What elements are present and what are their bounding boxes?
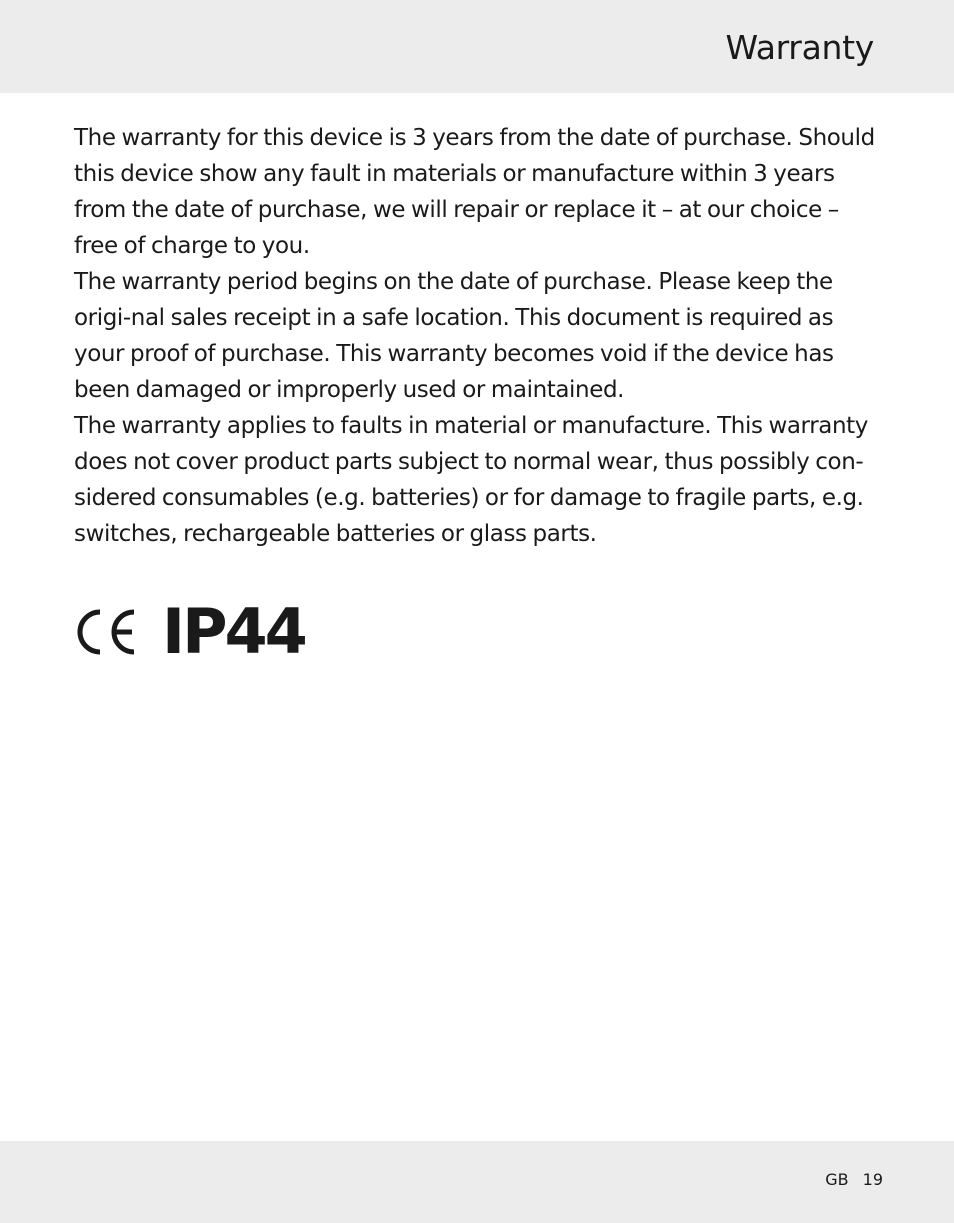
page-title: Warranty: [725, 28, 874, 67]
ip-rating-mark: IP44: [162, 595, 305, 668]
certification-marks: [72, 592, 305, 672]
paragraph-warranty-period: The warranty period begins on the date of purchase. Please keep the origi-nal sales receipt in a safe location. This document is required as your proof of purchase. This warranty becomes void if the device has been damaged or improperly used or maintained.: [74, 269, 834, 403]
page-footer: [825, 1170, 883, 1189]
ce-mark-icon: [72, 605, 140, 659]
language-code: GB: [825, 1170, 849, 1189]
page-number: 19: [862, 1170, 883, 1189]
warranty-text: [74, 120, 882, 552]
paragraph-warranty-scope: The warranty applies to faults in material or manufacture. This warranty does not cover product parts subject to normal wear, thus possibly con-sidered consumables (e.g. batteries) or for damage to fragile parts, e.g. switches, rechargeable batteries or glass parts.: [74, 413, 868, 547]
paragraph-warranty-term: The warranty for this device is 3 years from the date of purchase. Should this device show any fault in materials or manufacture within 3 years from the date of purchase, we will repair or replace it – at our choice – free of charge to you.: [74, 125, 875, 259]
footer-band: [0, 1141, 954, 1223]
